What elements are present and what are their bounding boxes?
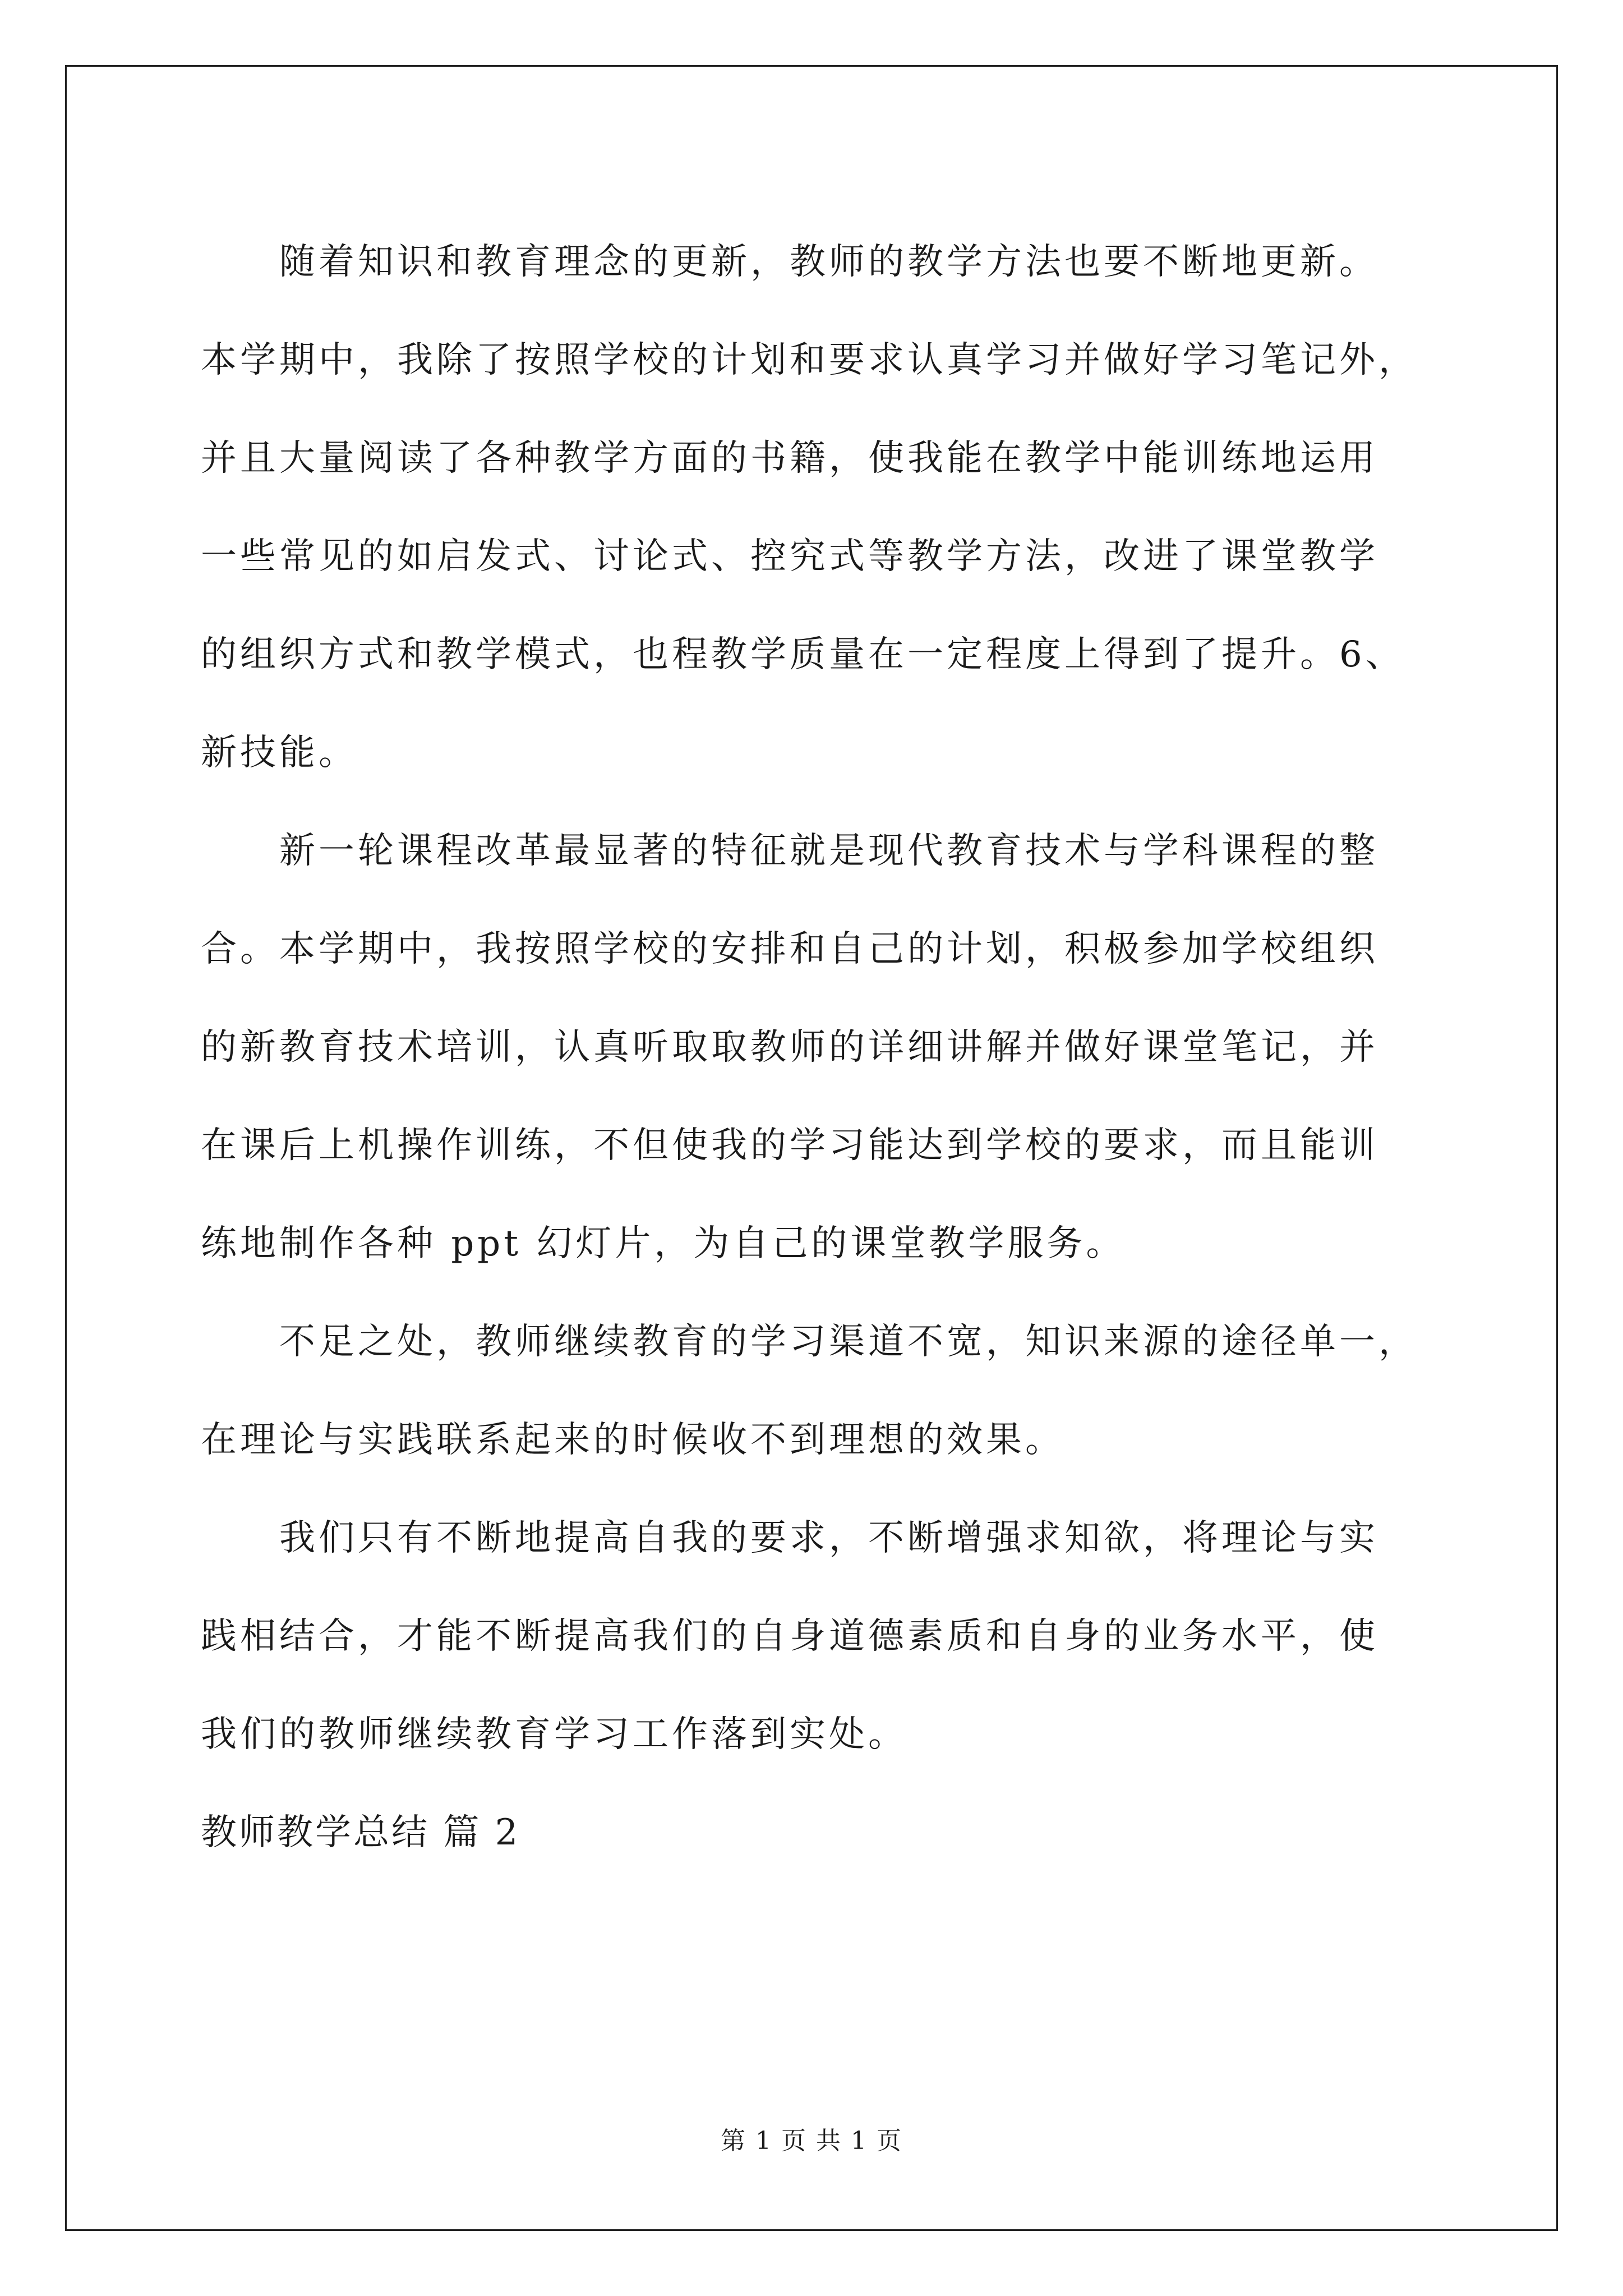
paragraph-3-line-1: 不足之处，教师继续教育的学习渠道不宽，知识来源的途径单一，: [279, 1321, 1418, 1363]
paragraph-2-line-1: 新一轮课程改革最显著的特征就是现代教育技术与学科课程的整: [279, 830, 1378, 872]
paragraph-4-line-1: 我们只有不断地提高自我的要求，不断增强求知欲，将理论与实: [279, 1517, 1378, 1559]
paragraph-2-line-3: 的新教育技术培训，认真听取取教师的详细讲解并做好课堂笔记，并: [201, 1027, 1378, 1068]
paragraph-1-line-1: 随着知识和教育理念的更新，教师的教学方法也要不断地更新。: [279, 241, 1378, 283]
paragraph-4-line-3: 我们的教师继续教育学习工作落到实处。: [201, 1714, 907, 1755]
paragraph-1-line-4: 一些常见的如启发式、讨论式、控究式等教学方法，改进了课堂教学: [201, 536, 1378, 577]
paragraph-2-line-5: 练地制作各种 ppt 幻灯片，为自己的课堂教学服务。: [201, 1223, 1126, 1264]
document-body: [201, 213, 1435, 1882]
paragraph-2-line-2: 合。本学期中，我按照学校的安排和自己的计划，积极参加学校组织: [201, 928, 1378, 970]
paragraph-3-line-2: 在理论与实践联系起来的时候收不到理想的效果。: [201, 1419, 1064, 1461]
section-title: 教师教学总结 篇 2: [201, 1812, 520, 1853]
paragraph-4-line-2: 践相结合，才能不断提高我们的自身道德素质和自身的业务水平，使: [201, 1616, 1378, 1657]
paragraph-1-line-6: 新技能。: [201, 732, 358, 774]
page-footer: 第 1 页 共 1 页: [721, 2127, 902, 2155]
paragraph-1-line-2: 本学期中，我除了按照学校的计划和要求认真学习并做好学习笔记外，: [201, 339, 1418, 381]
paragraph-2-line-4: 在课后上机操作训练，不但使我的学习能达到学校的要求，而且能训: [201, 1125, 1378, 1166]
paragraph-1-line-3: 并且大量阅读了各种教学方面的书籍，使我能在教学中能训练地运用: [201, 438, 1378, 479]
paragraph-1-line-5: 的组织方式和教学模式，也程教学质量在一定程度上得到了提升。6、: [201, 634, 1405, 675]
